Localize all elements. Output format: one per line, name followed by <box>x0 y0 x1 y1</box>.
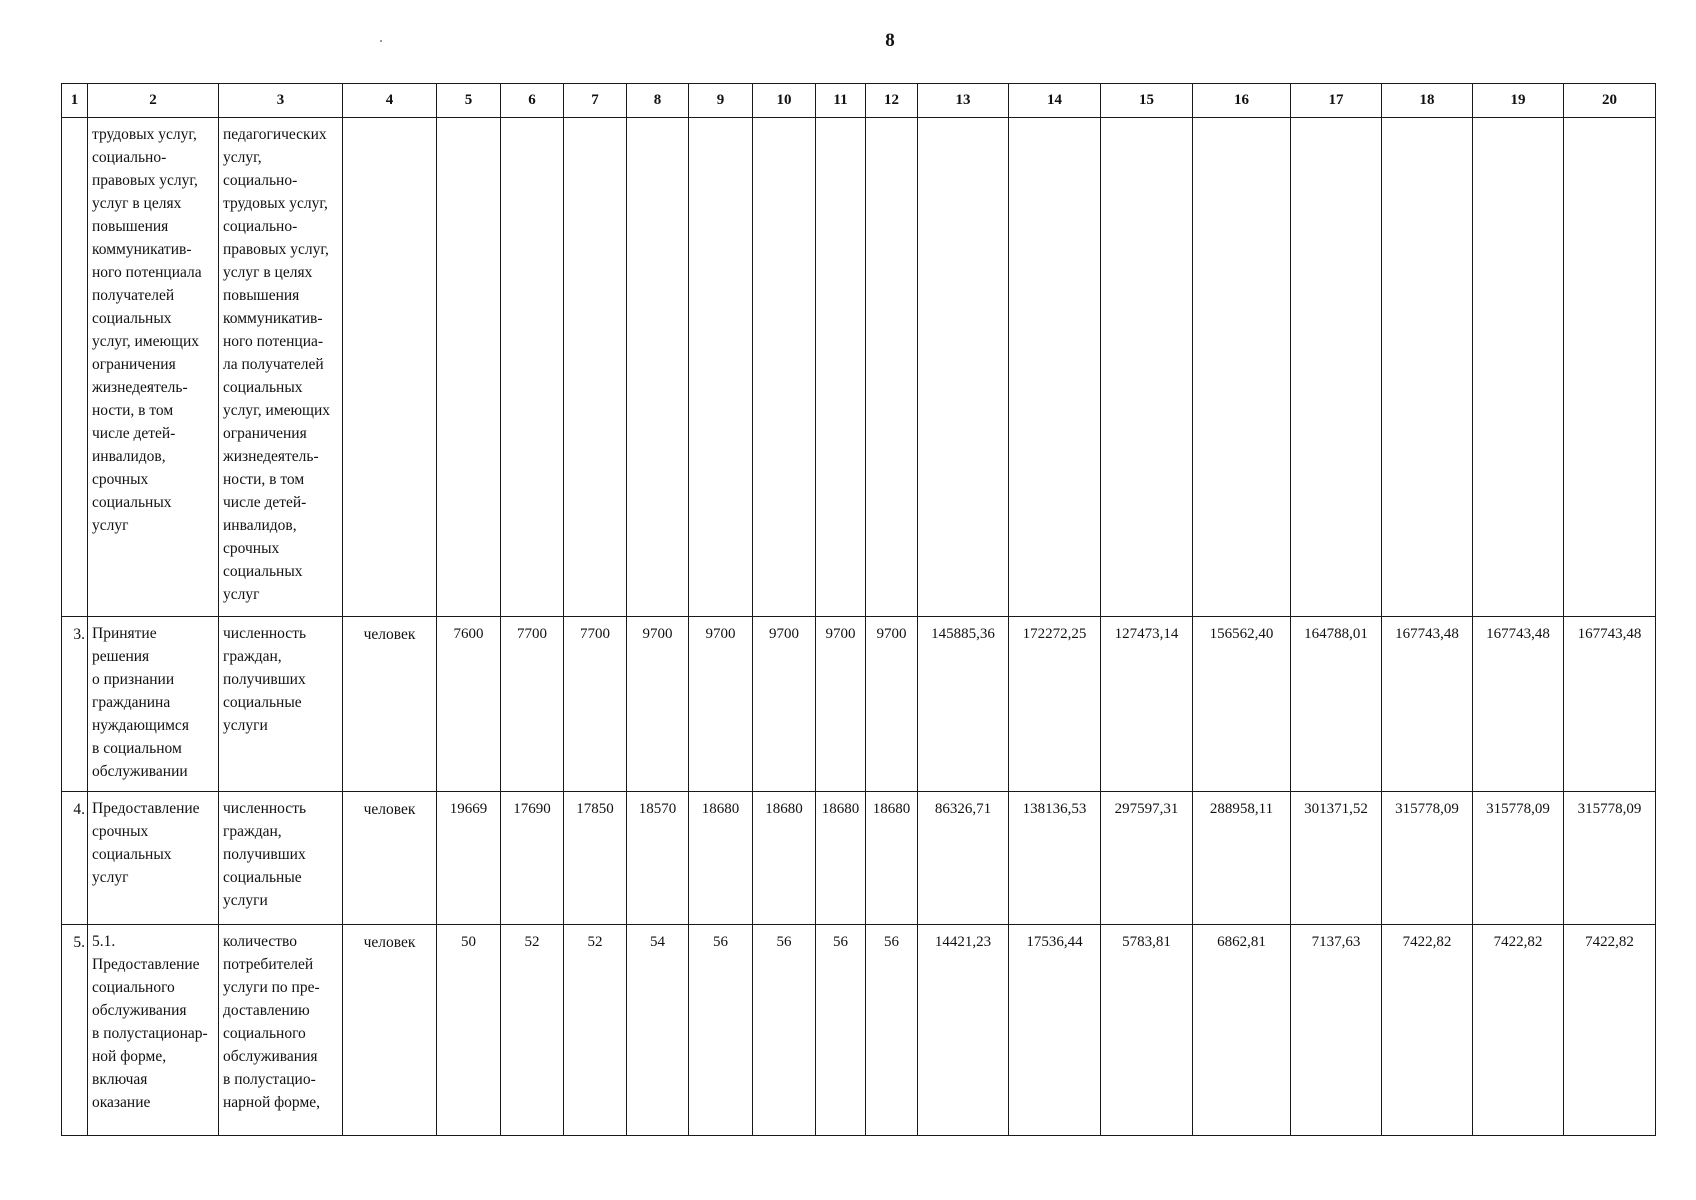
value-cell <box>1009 118 1101 617</box>
value-cell: 56 <box>689 925 753 1136</box>
value-cell: 172272,25 <box>1009 617 1101 792</box>
value-cell: 7422,82 <box>1473 925 1564 1136</box>
value-cell: 315778,09 <box>1382 792 1473 925</box>
value-cell: 297597,31 <box>1101 792 1193 925</box>
header-cell: 6 <box>501 84 564 118</box>
value-cell: 9700 <box>866 617 918 792</box>
value-cell: 7700 <box>564 617 627 792</box>
table-row <box>62 792 1656 925</box>
service-name-cell: Принятие решения о признании гражданина нуждающимся в социальном обслуживании <box>88 617 219 792</box>
value-cell: 127473,14 <box>1101 617 1193 792</box>
header-cell: 15 <box>1101 84 1193 118</box>
value-cell: 7600 <box>437 617 501 792</box>
row-index: 5. <box>62 925 88 1136</box>
header-cell: 1 <box>62 84 88 118</box>
header-cell: 18 <box>1382 84 1473 118</box>
value-cell: 167743,48 <box>1564 617 1656 792</box>
value-cell: 315778,09 <box>1473 792 1564 925</box>
header-cell: 19 <box>1473 84 1564 118</box>
value-cell: 18570 <box>627 792 689 925</box>
value-cell <box>627 118 689 617</box>
data-table <box>61 83 1656 1136</box>
value-cell: 18680 <box>816 792 866 925</box>
value-cell: 6862,81 <box>1193 925 1291 1136</box>
value-cell: 167743,48 <box>1473 617 1564 792</box>
row-index <box>62 118 88 617</box>
value-cell: 7422,82 <box>1564 925 1656 1136</box>
page-number: 8 <box>885 30 895 51</box>
service-name-cell: 5.1. Предоставление социального обслуживания в полустационар- ной форме, включая оказание <box>88 925 219 1136</box>
value-cell: 17536,44 <box>1009 925 1101 1136</box>
value-cell: 138136,53 <box>1009 792 1101 925</box>
value-cell: 7700 <box>501 617 564 792</box>
value-cell: 288958,11 <box>1193 792 1291 925</box>
indicator-cell: количество потребителей услуги по пре- доставлению социального обслуживания в полустацио- нарной форме, <box>219 925 343 1136</box>
service-name-cell: Предоставление срочных социальных услуг <box>88 792 219 925</box>
value-cell <box>1101 118 1193 617</box>
scan-speck <box>380 40 382 42</box>
header-row <box>62 84 1656 118</box>
value-cell: 50 <box>437 925 501 1136</box>
value-cell: 14421,23 <box>918 925 1009 1136</box>
value-cell: 315778,09 <box>1564 792 1656 925</box>
header-cell: 7 <box>564 84 627 118</box>
value-cell: 56 <box>753 925 816 1136</box>
value-cell <box>1291 118 1382 617</box>
value-cell: 164788,01 <box>1291 617 1382 792</box>
header-cell: 12 <box>866 84 918 118</box>
header-cell: 11 <box>816 84 866 118</box>
value-cell: 301371,52 <box>1291 792 1382 925</box>
header-cell: 5 <box>437 84 501 118</box>
value-cell <box>1473 118 1564 617</box>
value-cell <box>816 118 866 617</box>
unit-cell: человек <box>343 617 437 792</box>
header-cell: 10 <box>753 84 816 118</box>
header-cell: 4 <box>343 84 437 118</box>
value-cell: 56 <box>866 925 918 1136</box>
value-cell <box>689 118 753 617</box>
value-cell <box>564 118 627 617</box>
header-cell: 9 <box>689 84 753 118</box>
table-row <box>62 118 1656 617</box>
row-index: 3. <box>62 617 88 792</box>
value-cell <box>1193 118 1291 617</box>
unit-cell: человек <box>343 925 437 1136</box>
header-cell: 2 <box>88 84 219 118</box>
row-index: 4. <box>62 792 88 925</box>
header-cell: 14 <box>1009 84 1101 118</box>
value-cell: 86326,71 <box>918 792 1009 925</box>
header-cell: 20 <box>1564 84 1656 118</box>
indicator-cell: педагогических услуг, социально- трудовых услуг, социально- правовых услуг, услуг в целях повышения коммуникатив- ного потенциа- ла получателей социальных услуг, имеющих ограничения жизнедеятель- ности, в том числе детей- инвалидов, срочных социальных услуг <box>219 118 343 617</box>
header-cell: 17 <box>1291 84 1382 118</box>
value-cell: 52 <box>501 925 564 1136</box>
unit-cell <box>343 118 437 617</box>
value-cell <box>501 118 564 617</box>
value-cell: 5783,81 <box>1101 925 1193 1136</box>
header-cell: 3 <box>219 84 343 118</box>
value-cell <box>866 118 918 617</box>
table-row <box>62 925 1656 1136</box>
value-cell: 52 <box>564 925 627 1136</box>
value-cell: 167743,48 <box>1382 617 1473 792</box>
header-cell: 16 <box>1193 84 1291 118</box>
value-cell: 9700 <box>753 617 816 792</box>
value-cell: 7422,82 <box>1382 925 1473 1136</box>
value-cell <box>1382 118 1473 617</box>
value-cell: 18680 <box>689 792 753 925</box>
header-cell: 13 <box>918 84 1009 118</box>
value-cell: 18680 <box>866 792 918 925</box>
value-cell: 18680 <box>753 792 816 925</box>
value-cell: 17850 <box>564 792 627 925</box>
service-name-cell: трудовых услуг, социально- правовых услуг, услуг в целях повышения коммуникатив- ного потенциала получателей социальных услуг, имеющих ограничения жизнедеятель- ности, в том числе детей- инвалидов, срочных социальных услуг <box>88 118 219 617</box>
value-cell: 9700 <box>816 617 866 792</box>
table-row <box>62 617 1656 792</box>
value-cell: 54 <box>627 925 689 1136</box>
value-cell <box>918 118 1009 617</box>
value-cell: 56 <box>816 925 866 1136</box>
value-cell: 156562,40 <box>1193 617 1291 792</box>
indicator-cell: численность граждан, получивших социальные услуги <box>219 617 343 792</box>
indicator-cell: численность граждан, получивших социальные услуги <box>219 792 343 925</box>
value-cell <box>437 118 501 617</box>
value-cell: 7137,63 <box>1291 925 1382 1136</box>
value-cell <box>753 118 816 617</box>
value-cell: 9700 <box>627 617 689 792</box>
value-cell: 9700 <box>689 617 753 792</box>
value-cell: 19669 <box>437 792 501 925</box>
header-cell: 8 <box>627 84 689 118</box>
value-cell <box>1564 118 1656 617</box>
value-cell: 145885,36 <box>918 617 1009 792</box>
value-cell: 17690 <box>501 792 564 925</box>
unit-cell: человек <box>343 792 437 925</box>
